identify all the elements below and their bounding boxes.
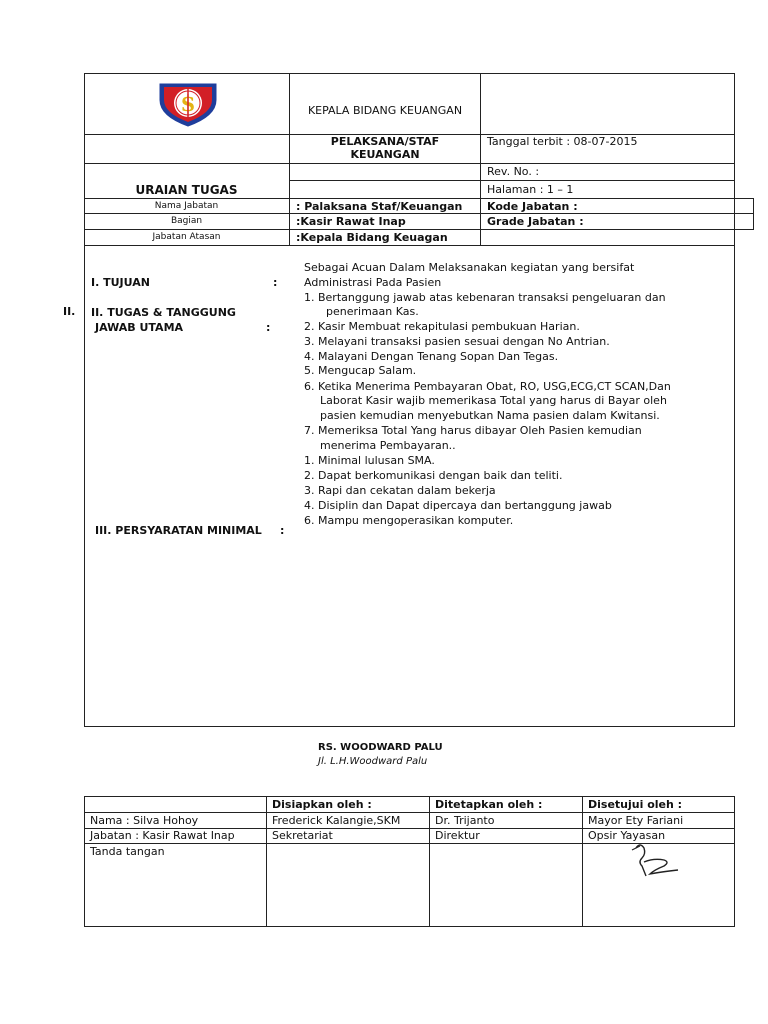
content-line: Sebagai Acuan Dalam Melaksanakan kegiatan yang bersifat [304,261,635,274]
doc-title: URAIAN TUGAS [135,183,238,197]
sign-header-disiapkan: Disiapkan oleh : [272,798,372,811]
info-right-grade-jabatan: Grade Jabatan : [487,215,584,228]
content-line: 1. Minimal lulusan SMA. [304,454,435,467]
content-line: 2. Kasir Membuat rekapitulasi pembukuan Harian. [304,320,580,333]
section-tujuan-label: I. TUJUAN [91,276,150,289]
sign-cell-tanda-tangan: Tanda tangan [90,845,165,858]
content-line: 1. Bertanggung jawab atas kebenaran transaksi pengeluaran dan [304,291,666,304]
content-line: 6. Ketika Menerima Pembayaran Obat, RO, USG,ECG,CT SCAN,Dan [304,380,671,393]
info-label-jabatan-atasan: Jabatan Atasan [152,232,221,242]
section-tugas-label-2: JAWAB UTAMA [95,321,184,334]
sign-cell: Direktur [435,829,480,842]
info-label-bagian: Bagian [170,216,203,226]
org-address: Jl. L.H.Woodward Palu [318,756,428,767]
sign-header-disetujui: Disetujui oleh : [588,798,683,811]
sign-cell: Nama : Silva Hohoy [90,814,199,827]
section-tujuan-colon: : [273,276,278,289]
sign-cell: Mayor Ety Fariani [588,814,684,827]
page-number: Halaman : 1 – 1 [487,183,574,196]
content-line: 6. Mampu mengoperasikan komputer. [304,514,514,527]
section-syarat-label: III. PERSYARATAN MINIMAL [95,524,262,537]
title-role: PELAKSANA/STAF KEUANGAN [330,135,440,161]
info-label-nama-jabatan: Nama Jabatan [154,201,219,211]
handwritten-signature [624,840,684,882]
sign-cell: Frederick Kalangie,SKM [272,814,401,827]
content-line: 5. Mengucap Salam. [304,364,417,377]
info-value-nama-jabatan: : Palaksana Staf/Keuangan [296,200,463,213]
org-name: RS. WOODWARD PALU [318,742,443,753]
sign-cell: Opsir Yayasan [588,829,666,842]
sign-cell: Sekretariat [272,829,333,842]
content-line: 4. Disiplin dan Dapat dipercaya dan bertanggung jawab [304,499,612,512]
sign-cell: Dr. Trijanto [435,814,495,827]
section-roman-two: II. [63,305,76,318]
content-line: Laborat Kasir wajib memerikasa Total yang harus di Bayar oleh [320,394,667,407]
content-line: penerimaan Kas. [326,305,419,318]
info-value-bagian: :Kasir Rawat Inap [296,215,406,228]
content-line: 3. Melayani transaksi pasien sesuai dengan No Antrian. [304,335,610,348]
section-tugas-label: II. TUGAS & TANGGUNG [91,306,236,319]
content-line: Administrasi Pada Pasien [304,276,442,289]
sign-cell: Jabatan : Kasir Rawat Inap [90,829,235,842]
info-right-kode-jabatan: Kode Jabatan : [487,200,578,213]
rev-no: Rev. No. : [487,165,540,178]
section-tugas-colon: : [266,321,271,334]
content-line: pasien kemudian menyebutkan Nama pasien dalam Kwitansi. [320,409,660,422]
svg-text:$: $ [180,91,196,117]
content-line: 3. Rapi dan cekatan dalam bekerja [304,484,496,497]
info-value-jabatan-atasan: :Kepala Bidang Keuagan [296,231,448,244]
content-line: 4. Malayani Dengan Tenang Sopan Dan Tegas. [304,350,559,363]
date-issued: Tanggal terbit : 08-07-2015 [487,135,638,148]
content-line: 2. Dapat berkomunikasi dengan baik dan teliti. [304,469,563,482]
sign-header-ditetapkan: Ditetapkan oleh : [435,798,543,811]
section-syarat-colon: : [280,524,285,537]
content-line: menerima Pembayaran.. [320,439,456,452]
title-position: KEPALA BIDANG KEUANGAN [307,104,463,117]
content-line: 7. Memeriksa Total Yang harus dibayar Oleh Pasien kemudian [304,424,642,437]
hospital-shield-logo [152,78,224,128]
